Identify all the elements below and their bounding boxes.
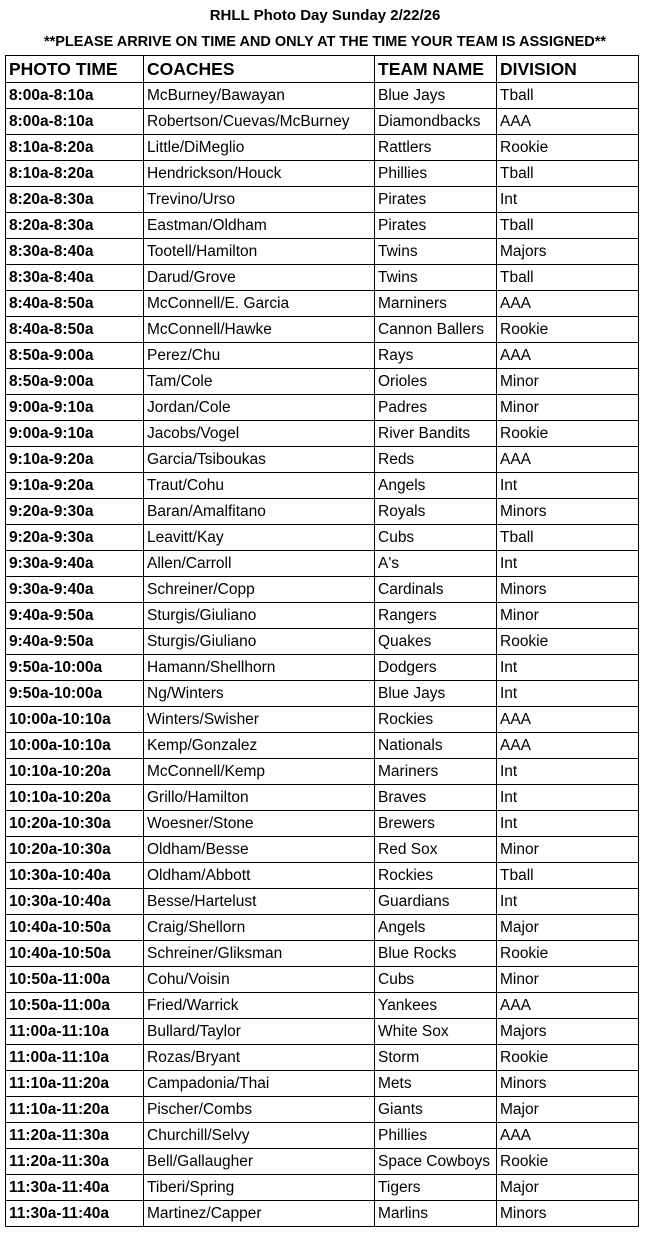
coaches-cell: Oldham/Besse: [144, 837, 375, 863]
photo-time-cell: 10:20a-10:30a: [6, 837, 144, 863]
team-name-cell: Tigers: [375, 1175, 497, 1201]
division-cell: Rookie: [497, 135, 639, 161]
team-name-cell: Phillies: [375, 1123, 497, 1149]
division-cell: Tball: [497, 161, 639, 187]
page-title: RHLL Photo Day Sunday 2/22/26: [209, 7, 441, 24]
photo-time-cell: 9:30a-9:40a: [6, 551, 144, 577]
team-name-cell: Diamondbacks: [375, 109, 497, 135]
table-row: [6, 733, 639, 759]
coaches-cell: Churchill/Selvy: [144, 1123, 375, 1149]
team-name-cell: Rattlers: [375, 135, 497, 161]
column-header-photo-time: PHOTO TIME: [6, 56, 144, 83]
division-cell: Minor: [497, 369, 639, 395]
team-name-cell: Giants: [375, 1097, 497, 1123]
division-cell: Int: [497, 681, 639, 707]
division-cell: Int: [497, 889, 639, 915]
coaches-cell: Fried/Warrick: [144, 993, 375, 1019]
division-cell: Major: [497, 1175, 639, 1201]
division-cell: Int: [497, 473, 639, 499]
team-name-cell: Yankees: [375, 993, 497, 1019]
coaches-cell: Schreiner/Copp: [144, 577, 375, 603]
photo-time-cell: 10:40a-10:50a: [6, 915, 144, 941]
division-cell: Minors: [497, 577, 639, 603]
coaches-cell: Winters/Swisher: [144, 707, 375, 733]
team-name-cell: Dodgers: [375, 655, 497, 681]
coaches-cell: Perez/Chu: [144, 343, 375, 369]
table-row: [6, 1097, 639, 1123]
team-name-cell: Mets: [375, 1071, 497, 1097]
team-name-cell: Mariners: [375, 759, 497, 785]
photo-time-cell: 9:50a-10:00a: [6, 681, 144, 707]
photo-time-cell: 8:50a-9:00a: [6, 343, 144, 369]
photo-time-cell: 8:50a-9:00a: [6, 369, 144, 395]
coaches-cell: Bell/Gallaugher: [144, 1149, 375, 1175]
division-cell: Rookie: [497, 317, 639, 343]
division-cell: Tball: [497, 213, 639, 239]
table-row: [6, 239, 639, 265]
photo-time-cell: 8:10a-8:20a: [6, 161, 144, 187]
team-name-cell: Cubs: [375, 967, 497, 993]
team-name-cell: Nationals: [375, 733, 497, 759]
division-cell: AAA: [497, 291, 639, 317]
arrival-notice: **PLEASE ARRIVE ON TIME AND ONLY AT THE TIME YOUR TEAM IS ASSIGNED**: [43, 34, 607, 50]
team-name-cell: Royals: [375, 499, 497, 525]
division-cell: Minor: [497, 967, 639, 993]
team-name-cell: Space Cowboys: [375, 1149, 497, 1175]
coaches-cell: McConnell/Hawke: [144, 317, 375, 343]
photo-time-cell: 11:20a-11:30a: [6, 1123, 144, 1149]
coaches-cell: Baran/Amalfitano: [144, 499, 375, 525]
table-row: [6, 473, 639, 499]
photo-time-cell: 10:50a-11:00a: [6, 967, 144, 993]
coaches-cell: Schreiner/Gliksman: [144, 941, 375, 967]
photo-time-cell: 9:20a-9:30a: [6, 525, 144, 551]
photo-time-cell: 9:10a-9:20a: [6, 447, 144, 473]
coaches-cell: Robertson/Cuevas/McBurney: [144, 109, 375, 135]
table-row: [6, 629, 639, 655]
coaches-cell: Grillo/Hamilton: [144, 785, 375, 811]
coaches-cell: Hamann/Shellhorn: [144, 655, 375, 681]
photo-time-cell: 9:00a-9:10a: [6, 395, 144, 421]
division-cell: Minors: [497, 499, 639, 525]
photo-time-cell: 10:40a-10:50a: [6, 941, 144, 967]
coaches-cell: Tam/Cole: [144, 369, 375, 395]
team-name-cell: Rangers: [375, 603, 497, 629]
team-name-cell: Cardinals: [375, 577, 497, 603]
coaches-cell: Tootell/Hamilton: [144, 239, 375, 265]
division-cell: Majors: [497, 1019, 639, 1045]
table-row: [6, 681, 639, 707]
photo-time-cell: 8:30a-8:40a: [6, 239, 144, 265]
division-cell: AAA: [497, 1123, 639, 1149]
photo-time-cell: 9:50a-10:00a: [6, 655, 144, 681]
photo-time-cell: 10:20a-10:30a: [6, 811, 144, 837]
division-cell: Rookie: [497, 1149, 639, 1175]
team-name-cell: Rockies: [375, 707, 497, 733]
team-name-cell: Blue Jays: [375, 681, 497, 707]
table-row: [6, 291, 639, 317]
coaches-cell: Little/DiMeglio: [144, 135, 375, 161]
table-row: [6, 1045, 639, 1071]
table-row: [6, 109, 639, 135]
table-row: [6, 889, 639, 915]
photo-time-cell: 11:10a-11:20a: [6, 1071, 144, 1097]
team-name-cell: Reds: [375, 447, 497, 473]
division-cell: Rookie: [497, 1045, 639, 1071]
photo-time-cell: 10:00a-10:10a: [6, 733, 144, 759]
table-row: [6, 1071, 639, 1097]
team-name-cell: Guardians: [375, 889, 497, 915]
table-row: [6, 187, 639, 213]
table-row: [6, 447, 639, 473]
photo-time-cell: 10:10a-10:20a: [6, 759, 144, 785]
table-row: [6, 941, 639, 967]
division-cell: Minor: [497, 837, 639, 863]
table-row: [6, 785, 639, 811]
photo-time-cell: 11:20a-11:30a: [6, 1149, 144, 1175]
table-row: [6, 707, 639, 733]
team-name-cell: Quakes: [375, 629, 497, 655]
column-header-coaches: COACHES: [144, 56, 375, 83]
table-row: [6, 135, 639, 161]
coaches-cell: McBurney/Bawayan: [144, 83, 375, 109]
team-name-cell: Pirates: [375, 187, 497, 213]
team-name-cell: Storm: [375, 1045, 497, 1071]
table-row: [6, 83, 639, 109]
division-cell: Rookie: [497, 421, 639, 447]
division-cell: Tball: [497, 863, 639, 889]
coaches-cell: Allen/Carroll: [144, 551, 375, 577]
coaches-cell: Woesner/Stone: [144, 811, 375, 837]
coaches-cell: Besse/Hartelust: [144, 889, 375, 915]
team-name-cell: A's: [375, 551, 497, 577]
division-cell: Minor: [497, 603, 639, 629]
photo-time-cell: 9:20a-9:30a: [6, 499, 144, 525]
schedule-body: [6, 83, 639, 1227]
table-row: [6, 421, 639, 447]
table-row: [6, 967, 639, 993]
coaches-cell: Martinez/Capper: [144, 1201, 375, 1227]
coaches-cell: Craig/Shellorn: [144, 915, 375, 941]
table-row: [6, 369, 639, 395]
coaches-cell: Ng/Winters: [144, 681, 375, 707]
table-row: [6, 317, 639, 343]
team-name-cell: Angels: [375, 915, 497, 941]
coaches-cell: Jacobs/Vogel: [144, 421, 375, 447]
team-name-cell: River Bandits: [375, 421, 497, 447]
photo-time-cell: 10:10a-10:20a: [6, 785, 144, 811]
coaches-cell: Garcia/Tsiboukas: [144, 447, 375, 473]
team-name-cell: Cubs: [375, 525, 497, 551]
photo-time-cell: 8:40a-8:50a: [6, 291, 144, 317]
photo-time-cell: 9:00a-9:10a: [6, 421, 144, 447]
coaches-cell: Bullard/Taylor: [144, 1019, 375, 1045]
photo-time-cell: 10:30a-10:40a: [6, 889, 144, 915]
coaches-cell: Rozas/Bryant: [144, 1045, 375, 1071]
coaches-cell: Oldham/Abbott: [144, 863, 375, 889]
table-row: [6, 499, 639, 525]
column-header-division: DIVISION: [497, 56, 639, 83]
coaches-cell: Pischer/Combs: [144, 1097, 375, 1123]
coaches-cell: Sturgis/Giuliano: [144, 603, 375, 629]
table-row: [6, 265, 639, 291]
team-name-cell: Twins: [375, 239, 497, 265]
table-row: [6, 655, 639, 681]
photo-time-cell: 9:40a-9:50a: [6, 603, 144, 629]
team-name-cell: Rays: [375, 343, 497, 369]
team-name-cell: Orioles: [375, 369, 497, 395]
team-name-cell: Marniners: [375, 291, 497, 317]
table-row: [6, 603, 639, 629]
division-cell: AAA: [497, 733, 639, 759]
division-cell: Rookie: [497, 941, 639, 967]
division-cell: Int: [497, 759, 639, 785]
team-name-cell: White Sox: [375, 1019, 497, 1045]
table-row: [6, 525, 639, 551]
division-cell: AAA: [497, 343, 639, 369]
team-name-cell: Pirates: [375, 213, 497, 239]
photo-time-cell: 8:20a-8:30a: [6, 187, 144, 213]
team-name-cell: Rockies: [375, 863, 497, 889]
coaches-cell: Tiberi/Spring: [144, 1175, 375, 1201]
division-cell: Int: [497, 551, 639, 577]
photo-time-cell: 8:00a-8:10a: [6, 83, 144, 109]
table-row: [6, 837, 639, 863]
division-cell: Int: [497, 811, 639, 837]
coaches-cell: Campadonia/Thai: [144, 1071, 375, 1097]
table-row: [6, 1175, 639, 1201]
division-cell: Tball: [497, 83, 639, 109]
division-cell: Majors: [497, 239, 639, 265]
photo-time-cell: 11:00a-11:10a: [6, 1019, 144, 1045]
division-cell: AAA: [497, 707, 639, 733]
photo-time-cell: 9:30a-9:40a: [6, 577, 144, 603]
photo-time-cell: 11:00a-11:10a: [6, 1045, 144, 1071]
table-row: [6, 161, 639, 187]
table-row: [6, 811, 639, 837]
team-name-cell: Angels: [375, 473, 497, 499]
coaches-cell: Jordan/Cole: [144, 395, 375, 421]
column-header-team-name: TEAM NAME: [375, 56, 497, 83]
photo-time-cell: 10:30a-10:40a: [6, 863, 144, 889]
team-name-cell: Marlins: [375, 1201, 497, 1227]
table-row: [6, 1019, 639, 1045]
team-name-cell: Padres: [375, 395, 497, 421]
table-row: [6, 863, 639, 889]
table-header-row: [6, 56, 639, 83]
photo-schedule-table: [5, 55, 639, 1227]
team-name-cell: Blue Rocks: [375, 941, 497, 967]
division-cell: AAA: [497, 109, 639, 135]
photo-time-cell: 11:30a-11:40a: [6, 1201, 144, 1227]
team-name-cell: Braves: [375, 785, 497, 811]
photo-time-cell: 8:10a-8:20a: [6, 135, 144, 161]
coaches-cell: Traut/Cohu: [144, 473, 375, 499]
coaches-cell: Kemp/Gonzalez: [144, 733, 375, 759]
team-name-cell: Cannon Ballers: [375, 317, 497, 343]
photo-time-cell: 9:40a-9:50a: [6, 629, 144, 655]
table-row: [6, 915, 639, 941]
division-cell: Int: [497, 785, 639, 811]
coaches-cell: Sturgis/Giuliano: [144, 629, 375, 655]
coaches-cell: McConnell/Kemp: [144, 759, 375, 785]
coaches-cell: Trevino/Urso: [144, 187, 375, 213]
table-row: [6, 577, 639, 603]
division-cell: Major: [497, 915, 639, 941]
table-row: [6, 1149, 639, 1175]
division-cell: Major: [497, 1097, 639, 1123]
photo-time-cell: 9:10a-9:20a: [6, 473, 144, 499]
division-cell: Minors: [497, 1071, 639, 1097]
table-row: [6, 551, 639, 577]
division-cell: Int: [497, 655, 639, 681]
division-cell: Tball: [497, 525, 639, 551]
coaches-cell: McConnell/E. Garcia: [144, 291, 375, 317]
division-cell: Minor: [497, 395, 639, 421]
photo-time-cell: 10:00a-10:10a: [6, 707, 144, 733]
division-cell: AAA: [497, 447, 639, 473]
coaches-cell: Eastman/Oldham: [144, 213, 375, 239]
coaches-cell: Darud/Grove: [144, 265, 375, 291]
photo-time-cell: 10:50a-11:00a: [6, 993, 144, 1019]
photo-time-cell: 8:20a-8:30a: [6, 213, 144, 239]
table-row: [6, 993, 639, 1019]
team-name-cell: Twins: [375, 265, 497, 291]
division-cell: Minors: [497, 1201, 639, 1227]
coaches-cell: Leavitt/Kay: [144, 525, 375, 551]
photo-time-cell: 8:00a-8:10a: [6, 109, 144, 135]
division-cell: Rookie: [497, 629, 639, 655]
division-cell: AAA: [497, 993, 639, 1019]
coaches-cell: Hendrickson/Houck: [144, 161, 375, 187]
photo-time-cell: 11:30a-11:40a: [6, 1175, 144, 1201]
coaches-cell: Cohu/Voisin: [144, 967, 375, 993]
team-name-cell: Brewers: [375, 811, 497, 837]
table-row: [6, 213, 639, 239]
table-row: [6, 343, 639, 369]
photo-time-cell: 8:30a-8:40a: [6, 265, 144, 291]
table-row: [6, 759, 639, 785]
photo-time-cell: 11:10a-11:20a: [6, 1097, 144, 1123]
team-name-cell: Red Sox: [375, 837, 497, 863]
photo-time-cell: 8:40a-8:50a: [6, 317, 144, 343]
team-name-cell: Phillies: [375, 161, 497, 187]
table-row: [6, 1123, 639, 1149]
division-cell: Int: [497, 187, 639, 213]
table-row: [6, 395, 639, 421]
division-cell: Tball: [497, 265, 639, 291]
team-name-cell: Blue Jays: [375, 83, 497, 109]
table-row: [6, 1201, 639, 1227]
